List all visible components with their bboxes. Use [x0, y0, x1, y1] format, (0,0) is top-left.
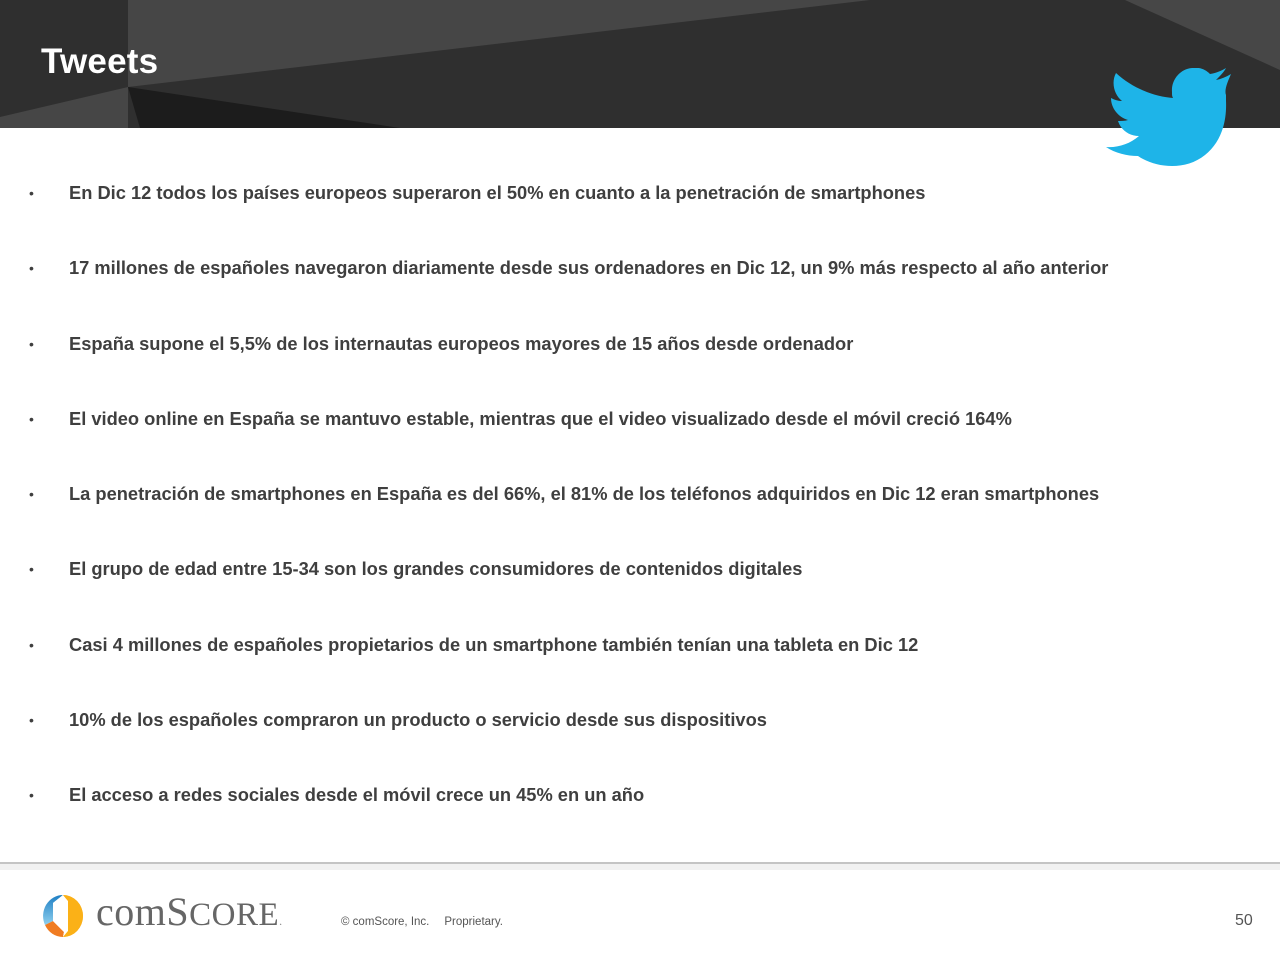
slide-title: Tweets [41, 42, 159, 81]
bullet-marker: • [29, 561, 34, 578]
bullet-text: 10% de los españoles compraron un producto o servicio desde sus dispositivos [69, 709, 767, 731]
copyright-notice [341, 915, 503, 929]
bullet-item [0, 779, 1280, 854]
bullet-text: El acceso a redes sociales desde el móvil crece un 45% en un año [69, 784, 645, 806]
bullet-marker: • [29, 787, 34, 804]
bullet-item [0, 478, 1280, 553]
bullet-marker: • [29, 712, 34, 729]
comscore-logo-icon [42, 894, 84, 938]
bullet-list [0, 177, 1280, 855]
bullet-text: En Dic 12 todos los países europeos superaron el 50% en cuanto a la penetración de smartphones [69, 182, 926, 203]
comscore-wordmark [96, 890, 283, 943]
bullet-marker: • [29, 260, 34, 277]
page-number: 50 [1235, 912, 1253, 929]
bullet-text: Casi 4 millones de españoles propietarios de un smartphone también tenían una tableta en Dic 12 [69, 633, 919, 655]
bullet-marker: • [29, 335, 34, 352]
slide-header [0, 0, 1280, 128]
bullet-item [0, 252, 1280, 327]
bullet-text: España supone el 5,5% de los internautas europeos mayores de 15 años desde ordenador [69, 332, 854, 354]
bullet-marker: • [29, 185, 34, 201]
footer-divider-shadow [0, 864, 1280, 870]
bullet-marker: • [29, 636, 34, 653]
bullet-text: El video online en España se mantuvo estable, mientras que el video visualizado desde el móvil creció 164% [69, 407, 1012, 429]
comscore-logo [42, 888, 283, 938]
bullet-item [0, 177, 1280, 252]
bullet-item [0, 553, 1280, 628]
bullet-marker: • [29, 410, 34, 427]
bullet-item [0, 328, 1280, 403]
header-background-shards [0, 0, 1280, 128]
bullet-text: 17 millones de españoles navegaron diariamente desde sus ordenadores en Dic 12, un 9% más respecto al año anterior [69, 257, 1109, 279]
bullet-item [0, 403, 1280, 478]
wordmark-initial: S [166, 888, 190, 934]
copyright-text: © comScore, Inc. [341, 916, 430, 928]
twitter-bird-icon [1106, 68, 1232, 172]
proprietary-text: Proprietary. [444, 916, 503, 928]
bullet-text: El grupo de edad entre 15-34 son los grandes consumidores de contenidos digitales [69, 558, 803, 580]
bullet-marker: • [29, 486, 34, 503]
wordmark-dot: . [279, 913, 283, 928]
wordmark-rest: CORE [189, 896, 280, 933]
bullet-item [0, 704, 1280, 779]
wordmark-prefix: com [96, 888, 167, 934]
bullet-item [0, 629, 1280, 704]
bullet-text: La penetración de smartphones en España es del 66%, el 81% de los teléfonos adquiridos en Dic 12 eran smartphones [69, 483, 1100, 505]
